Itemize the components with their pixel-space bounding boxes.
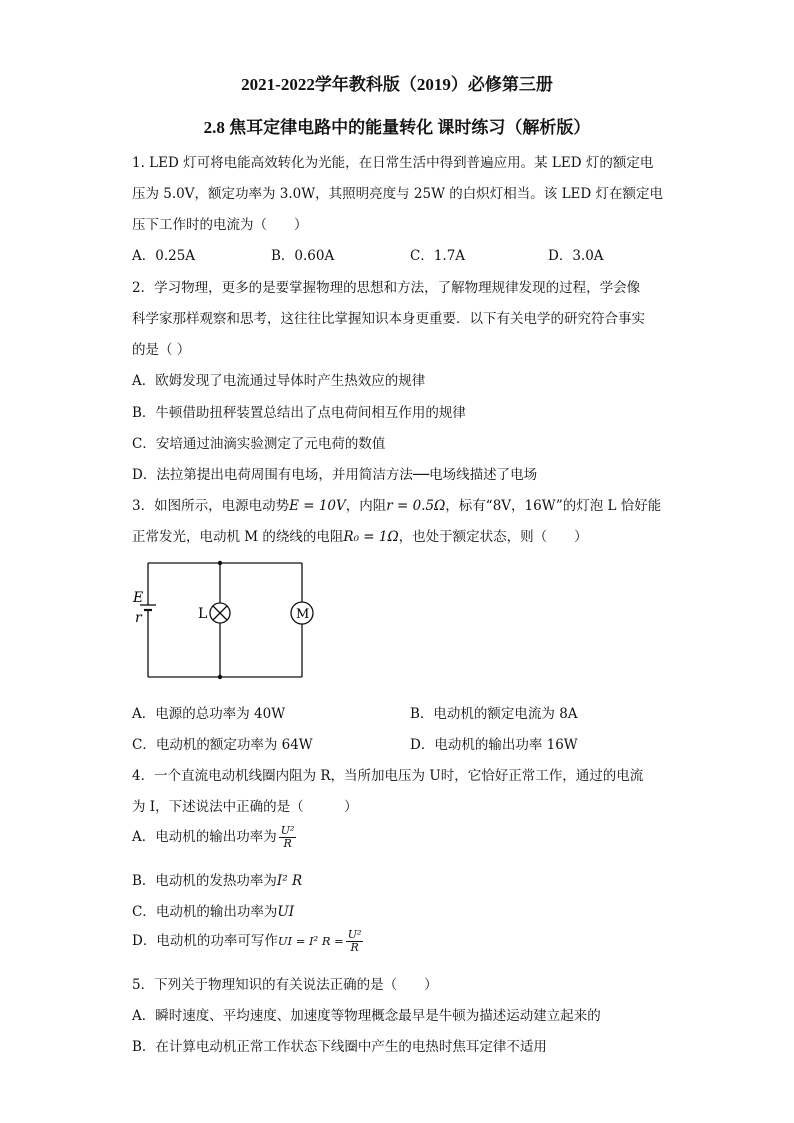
q4-option-b-text: B．电动机的发热功率为 xyxy=(132,873,277,889)
q4-option-d-denominator: R xyxy=(350,941,359,954)
q4-option-a-numerator: U² xyxy=(280,824,295,837)
q2-option-d: D．法拉第提出电荷周围有电场，并用简洁方法──电场线描述了电场 xyxy=(132,467,538,483)
q4-option-c-expr: UI xyxy=(277,904,295,920)
q3-line-2-text-a: 正常发光，电动机 M 的绕线的电阻 xyxy=(132,529,344,545)
q4-option-d-numerator: U² xyxy=(347,928,362,941)
q3-line-1-text-a: 3．如图所示，电源电动势 xyxy=(132,498,290,514)
document-title: 2021-2022学年教科版（2019）必修第三册 xyxy=(241,75,553,94)
q2-line-3: 的是（ ） xyxy=(132,342,191,358)
q4-option-d xyxy=(132,929,363,954)
q5-option-b: B．在计算电动机正常工作状态下线圈中产生的电热时焦耳定律不适用 xyxy=(132,1039,547,1055)
q2-option-c: C．安培通过油滴实验测定了元电荷的数值 xyxy=(132,436,386,452)
q2-option-b: B．牛顿借助扭秤装置总结出了点电荷间相互作用的规律 xyxy=(132,405,466,421)
q2-line-1: 2．学习物理，更多的是要掌握物理的思想和方法，了解物理规律发现的过程，学会像 xyxy=(132,280,641,296)
q4-option-a xyxy=(132,825,296,850)
q1-option-c: C．1.7A xyxy=(410,248,466,264)
q3-option-b: B．电动机的额定电流为 8A xyxy=(410,706,578,722)
q3-line-1-text-c: ，内阻 xyxy=(345,498,387,514)
q4-option-a-fraction xyxy=(279,825,297,850)
q4-option-c-text: C．电动机的输出功率为 xyxy=(132,904,278,920)
junction-top xyxy=(218,561,222,565)
q5-option-a: A．瞬时速度、平均速度、加速度等物理概念最早是牛顿为描述运动建立起来的 xyxy=(132,1008,601,1024)
q3-line-1 xyxy=(132,494,661,514)
q2-option-a: A．欧姆发现了电流通过导体时产生热效应的规律 xyxy=(132,373,426,389)
source-e-label: E xyxy=(133,590,144,606)
q1-option-d: D．3.0A xyxy=(548,248,604,264)
q4-option-a-text: A．电动机的输出功率为 xyxy=(132,829,277,845)
q1-line-1: 1. LED 灯可将电能高效转化为光能，在日常生活中得到普遍应用。某 LED 灯的额定电 xyxy=(132,155,654,171)
q4-option-a-denominator: R xyxy=(283,837,292,850)
q3-emf-value: E = 10V xyxy=(289,498,346,514)
q1-option-a: A．0.25A xyxy=(132,248,196,264)
q3-line-2 xyxy=(132,525,588,545)
q4-option-d-expr: UI = I² R = xyxy=(277,934,344,948)
q3-motor-resistance: R₀ = 1Ω xyxy=(343,529,399,545)
circuit-diagram xyxy=(120,555,330,685)
q3-option-c: C．电动机的额定功率为 64W xyxy=(132,737,313,753)
source-r-label: r xyxy=(135,610,142,626)
motor-label: M xyxy=(296,607,310,622)
q1-option-b: B．0.60A xyxy=(271,248,335,264)
q5-line-1: 5．下列关于物理知识的有关说法正确的是（ ） xyxy=(132,977,438,993)
q3-line-1-text-e: ，标有“8V，16W”的灯泡 L 恰好能 xyxy=(445,498,662,514)
q4-line-2: 为 I，下述说法中正确的是（ ） xyxy=(132,799,358,815)
junction-bottom xyxy=(218,675,222,679)
q2-line-2: 科学家那样观察和思考，这往往比掌握知识本身更重要．以下有关电学的研究符合事实 xyxy=(132,311,645,327)
q3-option-d: D．电动机的输出功率 16W xyxy=(410,737,578,753)
q1-line-3: 压下工作时的电流为（ ） xyxy=(132,217,308,233)
q3-option-a: A．电源的总功率为 40W xyxy=(132,706,286,722)
q4-option-d-text: D．电动机的功率可写作 xyxy=(132,933,278,949)
q4-option-b xyxy=(132,869,302,889)
q3-line-2-text-c: ，也处于额定状态，则（ ） xyxy=(398,529,588,545)
q4-option-c xyxy=(132,900,294,920)
q4-line-1: 4．一个直流电动机线圈内阻为 R，当所加电压为 U时，它恰好正常工作，通过的电流 xyxy=(132,768,644,784)
q1-line-2: 压为 5.0V，额定功率为 3.0W，其照明亮度与 25W 的白炽灯相当。该 LED 灯在额定电 xyxy=(132,186,664,202)
q3-resistance-value: r = 0.5Ω xyxy=(386,498,446,514)
q4-option-d-fraction xyxy=(346,929,364,954)
document-subtitle: 2.8 焦耳定律电路中的能量转化 课时练习（解析版） xyxy=(203,118,591,137)
lamp-label: L xyxy=(198,606,208,622)
q4-option-b-expr: I² R xyxy=(276,873,303,889)
